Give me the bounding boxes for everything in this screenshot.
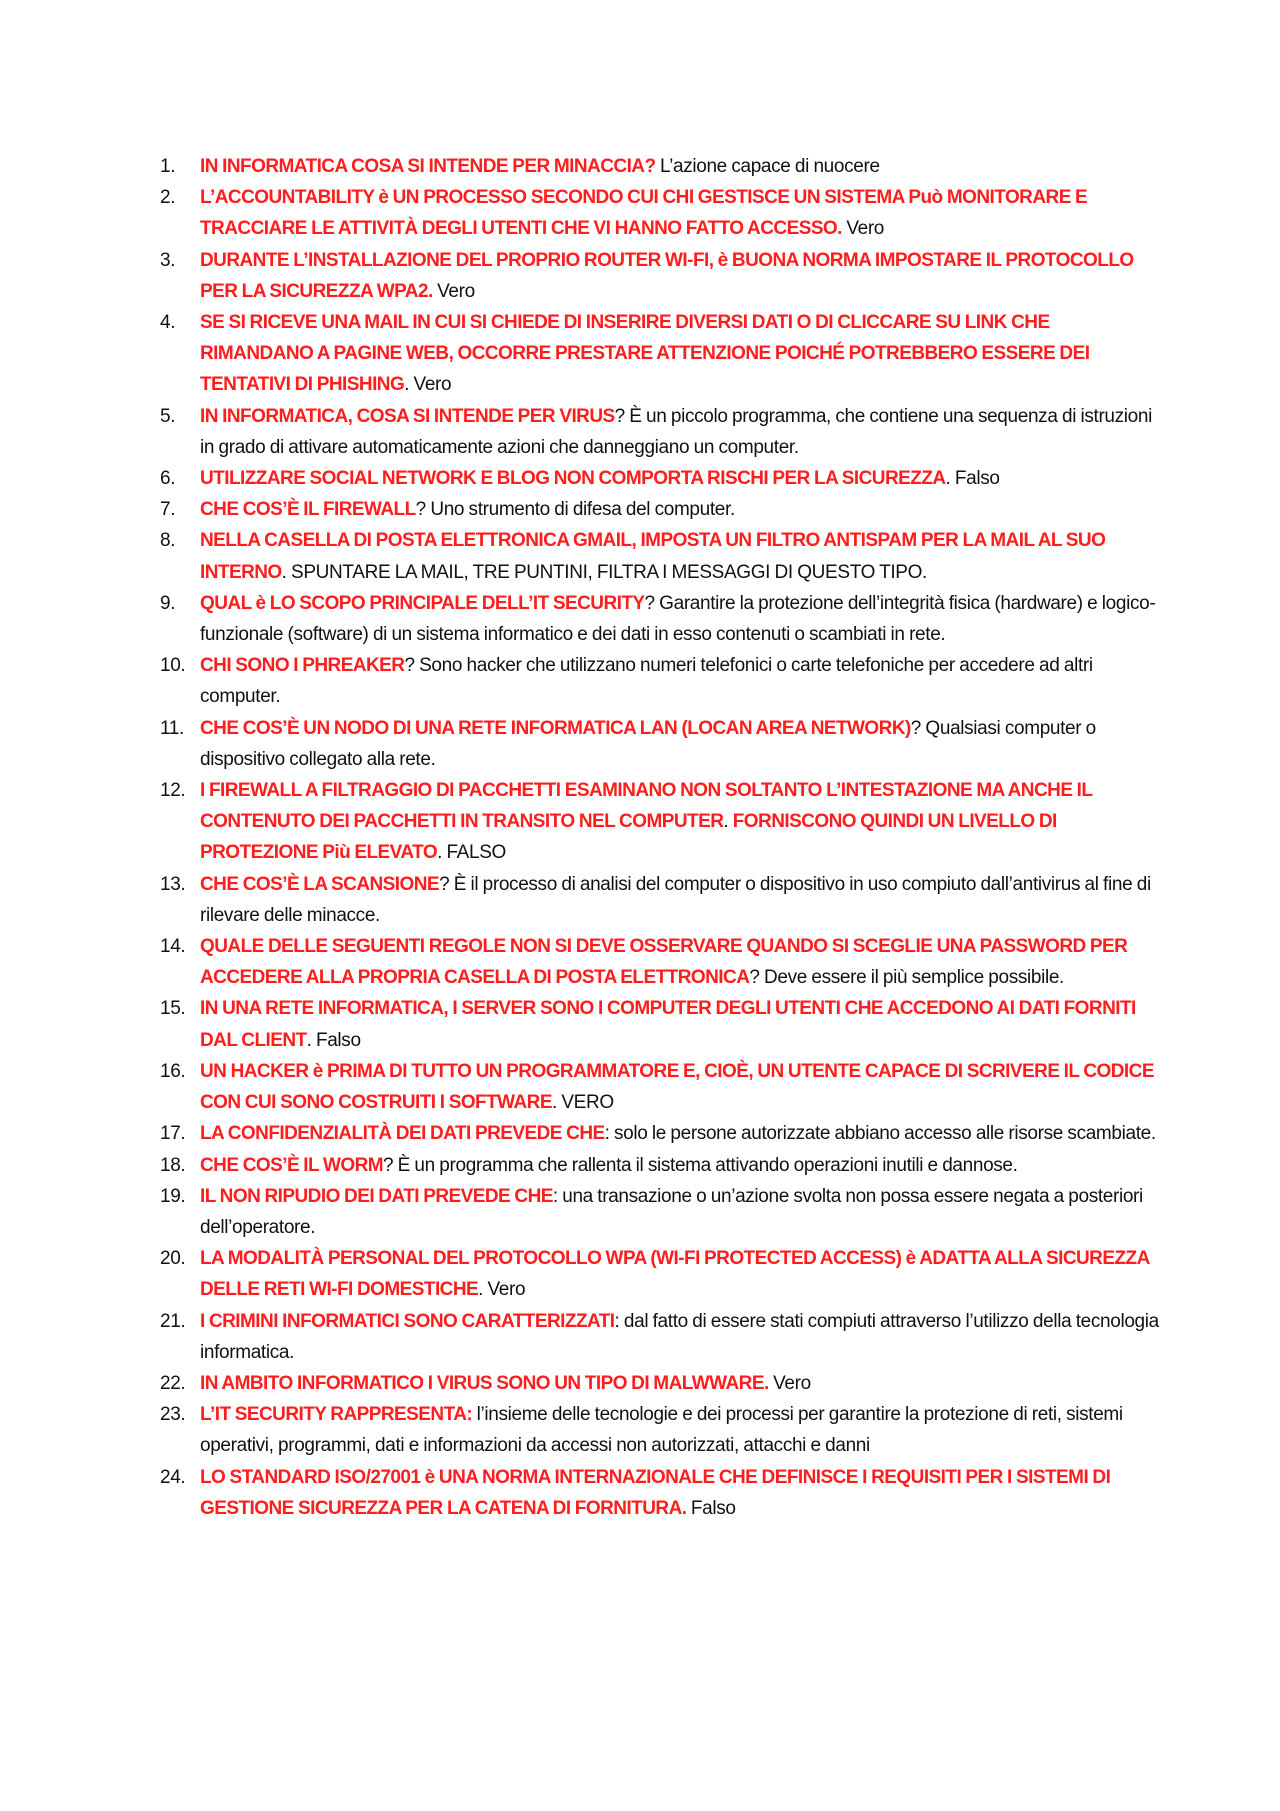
item-number: 17.: [160, 1123, 186, 1145]
list-item: [160, 775, 1160, 869]
answer-text: ? È un piccolo programma, che contiene una sequenza di istruzioni in grado di attivare automaticamente azioni che danneggiano un computer.: [200, 405, 1152, 458]
list-item: [160, 993, 1160, 1055]
list-item: [160, 588, 1160, 650]
answer-text: : dal fatto di essere stati compiuti attraverso l’utilizzo della tecnologia informatica.: [200, 1310, 1159, 1363]
question-text: I CRIMINI INFORMATICI SONO CARATTERIZZATI: [200, 1310, 615, 1332]
question-text: LA CONFIDENZIALITÀ DEI DATI PREVEDE CHE: [200, 1123, 605, 1145]
question-text: IL NON RIPUDIO DEI DATI PREVEDE CHE: [200, 1185, 553, 1207]
list-item: [160, 151, 1160, 182]
question-text: DURANTE L’INSTALLAZIONE DEL PROPRIO ROUTER WI-FI, è BUONA NORMA IMPOSTARE IL PROTOCOLLO PER LA SICUREZZA WPA2.: [200, 249, 1134, 302]
answer-text: : una transazione o un’azione svolta non possa essere negata a posteriori dell’operatore.: [200, 1185, 1143, 1238]
answer-text: ? È il processo di analisi del computer o dispositivo in uso compiuto dall’antivirus al fine di rilevare delle minacce.: [200, 873, 1151, 926]
item-number: 6.: [160, 468, 176, 490]
answer-text: Falso: [686, 1497, 736, 1519]
list-item: [160, 650, 1160, 712]
item-number: 9.: [160, 592, 176, 614]
list-item: [160, 494, 1160, 525]
answer-text: . Falso: [945, 468, 1000, 490]
question-text: L’IT SECURITY RAPPRESENTA:: [200, 1404, 473, 1426]
answer-text: ? È un programma che rallenta il sistema attivando operazioni inutili e dannose.: [383, 1154, 1018, 1176]
list-item: [160, 1056, 1160, 1118]
question-text: I FIREWALL A FILTRAGGIO DI PACCHETTI ESAMINANO NON SOLTANTO L’INTESTAZIONE MA ANCHE IL CONTENUTO DEI PACCHETTI IN TRANSITO NEL COMPUTER: [200, 780, 1093, 833]
question-text: LO STANDARD ISO/27001 è UNA NORMA INTERNAZIONALE CHE DEFINISCE I REQUISITI PER I SISTEMI DI GESTIONE SICUREZZA PER LA CATENA DI FORNITURA.: [200, 1466, 1111, 1519]
question-text-continued: FORNISCONO QUINDI UN LIVELLO DI PROTEZIONE Più ELEVATO: [200, 811, 1057, 864]
list-item: [160, 463, 1160, 494]
item-number: 4.: [160, 312, 176, 334]
question-text: CHE COS’È IL FIREWALL: [200, 499, 416, 521]
item-number: 1.: [160, 156, 176, 177]
question-text: CHE COS’È LA SCANSIONE: [200, 873, 440, 895]
list-item: [160, 245, 1160, 307]
answer-text: .: [723, 811, 733, 833]
item-number: 20.: [160, 1248, 186, 1270]
answer-text: . Vero: [478, 1279, 526, 1301]
question-text: IN AMBITO INFORMATICO I VIRUS SONO UN TIPO DI MALWWARE.: [200, 1372, 769, 1394]
answer-text: ? Garantire la protezione dell’integrità fisica (hardware) e logico-funzionale (software) di un sistema informatico e dei dati in esso contenuti o scambiati in rete.: [200, 592, 1156, 646]
question-text: L’ACCOUNTABILITY è UN PROCESSO SECONDO CUI CHI GESTISCE UN SISTEMA Può MONITORARE E TRACCIARE LE ATTIVITÀ DEGLI UTENTI CHE VI HANNO FATTO ACCESSO.: [200, 187, 1088, 240]
question-text: IN INFORMATICA, COSA SI INTENDE PER VIRUS: [200, 405, 615, 427]
item-number: 18.: [160, 1154, 186, 1176]
item-number: 12.: [160, 780, 186, 802]
answer-text: Vero: [841, 218, 885, 240]
question-text: QUALE DELLE SEGUENTI REGOLE NON SI DEVE OSSERVARE QUANDO SI SCEGLIE UNA PASSWORD PER ACCEDERE ALLA PROPRIA CASELLA DI POSTA ELETTRONICA: [200, 936, 1128, 989]
answer-text: Vero: [432, 280, 475, 302]
answer-text: . Vero: [404, 374, 452, 396]
answer-text: L’azione capace di nuocere: [655, 156, 880, 177]
question-text: QUAL è LO SCOPO PRINCIPALE DELL’IT SECURITY: [200, 592, 645, 614]
question-text: CHE COS’È UN NODO DI UNA RETE INFORMATICA LAN (LOCAN AREA NETWORK): [200, 717, 911, 739]
question-answer-list: [160, 151, 1160, 1524]
list-item: [160, 307, 1160, 401]
answer-text: : solo le persone autorizzate abbiano accesso alle risorse scambiate.: [604, 1123, 1156, 1145]
answer-text: ? Sono hacker che utilizzano numeri telefonici o carte telefoniche per accedere ad altri computer.: [200, 655, 1093, 708]
item-number: 3.: [160, 249, 176, 271]
answer-text: l’insieme delle tecnologie e dei processi per garantire la protezione di reti, sistemi operativi, programmi, dati e informazioni da accessi non autorizzati, attacchi e danni: [200, 1404, 1123, 1457]
item-number: 8.: [160, 530, 176, 552]
answer-text: . Falso: [306, 1029, 361, 1051]
list-item: [160, 1150, 1160, 1181]
question-text: IN INFORMATICA COSA SI INTENDE PER MINACCIA?: [200, 156, 656, 177]
item-number: 23.: [160, 1404, 186, 1426]
question-text: IN UNA RETE INFORMATICA, I SERVER SONO I COMPUTER DEGLI UTENTI CHE ACCEDONO AI DATI FORNITI DAL CLIENT: [200, 998, 1136, 1051]
answer-text: . SPUNTARE LA MAIL, TRE PUNTINI, FILTRA I MESSAGGI DI QUESTO TIPO.: [281, 561, 927, 583]
item-number: 13.: [160, 873, 186, 895]
answer-text: . VERO: [551, 1092, 614, 1114]
item-number: 15.: [160, 998, 186, 1020]
list-item: [160, 1243, 1160, 1305]
list-item: [160, 1399, 1160, 1461]
item-number: 22.: [160, 1372, 186, 1394]
list-item: [160, 1368, 1160, 1399]
list-item: [160, 1181, 1160, 1243]
question-text: UTILIZZARE SOCIAL NETWORK E BLOG NON COMPORTA RISCHI PER LA SICUREZZA: [200, 468, 946, 490]
item-number: 11.: [160, 717, 184, 739]
list-item: [160, 525, 1160, 587]
list-item: [160, 1118, 1160, 1149]
item-number: 16.: [160, 1060, 186, 1082]
answer-text: ? Deve essere il più semplice possibile.: [749, 967, 1064, 989]
answer-text: ? Qualsiasi computer o dispositivo collegato alla rete.: [200, 717, 1096, 770]
item-number: 21.: [160, 1310, 186, 1332]
list-item: [160, 1462, 1160, 1524]
list-item: [160, 182, 1160, 244]
question-text: LA MODALITÀ PERSONAL DEL PROTOCOLLO WPA (WI-FI PROTECTED ACCESS) è ADATTA ALLA SICUREZZA DELLE RETI WI-FI DOMESTICHE: [200, 1248, 1150, 1301]
question-text: NELLA CASELLA DI POSTA ELETTRONICA GMAIL, IMPOSTA UN FILTRO ANTISPAM PER LA MAIL AL SUO INTERNO: [200, 530, 1106, 583]
item-number: 7.: [160, 499, 176, 521]
question-text: UN HACKER è PRIMA DI TUTTO UN PROGRAMMATORE E, CIOÈ, UN UTENTE CAPACE DI SCRIVERE IL CODICE CON CUI SONO COSTRUITI I SOFTWARE: [200, 1060, 1154, 1114]
item-number: 2.: [160, 187, 176, 209]
list-item: [160, 1306, 1160, 1368]
question-text: CHE COS’È IL WORM: [200, 1154, 384, 1176]
item-number: 24.: [160, 1466, 186, 1488]
list-item: [160, 713, 1160, 775]
item-number: 14.: [160, 936, 186, 958]
list-item: [160, 869, 1160, 931]
item-number: 19.: [160, 1185, 186, 1207]
list-item: [160, 401, 1160, 463]
question-text: SE SI RICEVE UNA MAIL IN CUI SI CHIEDE DI INSERIRE DIVERSI DATI O DI CLICCARE SU LINK CHE RIMANDANO A PAGINE WEB, OCCORRE PRESTARE ATTENZIONE POICHÉ POTREBBERO ESSERE DEI TENTATIVI DI PHISHING: [200, 312, 1090, 396]
list-item: [160, 931, 1160, 993]
item-number: 10.: [160, 655, 186, 677]
answer-text-continued: . FALSO: [437, 842, 506, 864]
question-text: CHI SONO I PHREAKER: [200, 655, 405, 677]
answer-text: Vero: [768, 1372, 811, 1394]
item-number: 5.: [160, 405, 176, 427]
answer-text: ? Uno strumento di difesa del computer.: [415, 499, 735, 521]
